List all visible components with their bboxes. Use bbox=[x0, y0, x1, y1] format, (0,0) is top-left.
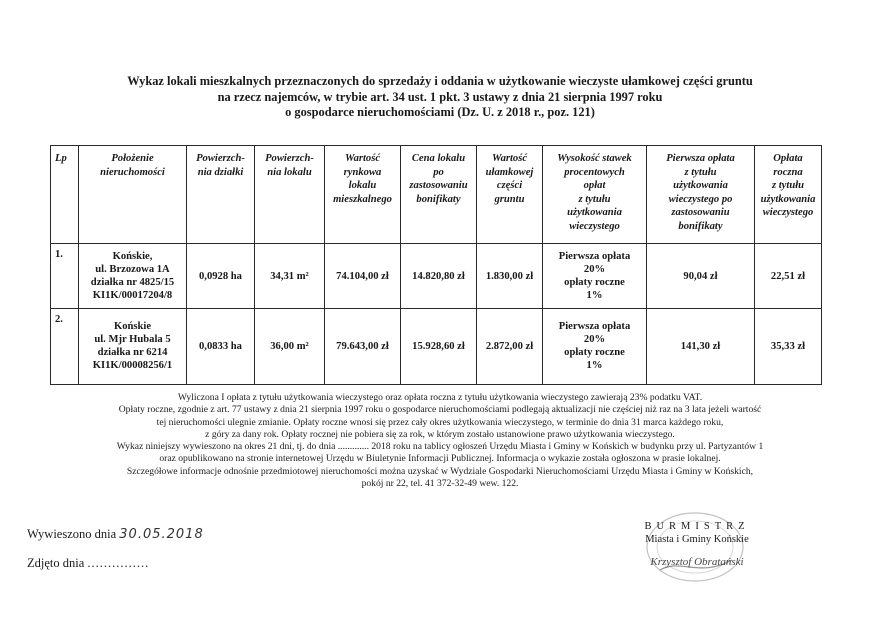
header-text: procentowych bbox=[564, 166, 625, 178]
header-text: Wartość bbox=[344, 153, 381, 164]
cell-location bbox=[79, 308, 187, 384]
note-line: oraz opublikowano na stronie internetowej Urzędu w Biuletynie Informacji Publicznej. Informacja o wykazie została ogłoszona w prasie lokalnej. bbox=[159, 453, 721, 465]
header-text: nieruchomości bbox=[100, 166, 165, 178]
table-row bbox=[51, 244, 822, 308]
cell-rates bbox=[543, 308, 647, 384]
rate-line: Pierwsza opłata bbox=[558, 251, 631, 263]
signature-block bbox=[612, 520, 782, 569]
cell-unit-area: 34,31 m² bbox=[255, 244, 325, 308]
rate-line: opłaty roczne bbox=[564, 347, 625, 359]
location-line: Końskie bbox=[113, 321, 152, 333]
cell-plot-area: 0,0833 ha bbox=[187, 308, 255, 384]
header-text: części bbox=[496, 180, 523, 191]
cell-plot-area: 0,0928 ha bbox=[187, 244, 255, 308]
signature-title: BURMISTRZ bbox=[644, 521, 750, 532]
cell-price: 15.928,60 zł bbox=[401, 308, 477, 384]
rate-line: 1% bbox=[586, 360, 603, 372]
note-line: pokój nr 22, tel. 41 372-32-49 wew. 122. bbox=[361, 478, 519, 490]
removed-label: Zdjęto dnia bbox=[27, 556, 85, 570]
header-text: roczna bbox=[773, 166, 803, 178]
header-lp bbox=[51, 146, 79, 244]
header-text: wieczystego bbox=[569, 220, 620, 232]
cell-lp: 2. bbox=[51, 308, 79, 384]
cell-price: 14.820,80 zł bbox=[401, 244, 477, 308]
header-text: użytkowania bbox=[760, 193, 816, 205]
note-line: z góry za dany rok. Opłaty rocznej nie pobiera się za rok, w którym zostało ustanowione prawo użytkowania wieczystego. bbox=[205, 428, 675, 440]
note-line: tej nieruchomości ulegnie zmianie. Opłaty roczne wnosi się przez cały okres użytkowania wieczystego, w terminie do dnia 31 marca każdego roku, bbox=[156, 416, 724, 428]
note-line: Szczegółowe informacje odnośnie przedmiotowej nieruchomości można uzyskać w Wydziale Gospodarki Nieruchomościami Urzędu Miasta i Gminy w Końskich, bbox=[126, 465, 754, 477]
removed-date-line bbox=[27, 556, 149, 571]
cell-land-value: 1.830,00 zł bbox=[477, 244, 543, 308]
cell-location bbox=[79, 244, 187, 308]
removed-date-blank: ............... bbox=[87, 556, 150, 570]
header-text: Wysokość stawek bbox=[557, 153, 632, 164]
cell-annual-fee: 35,33 zł bbox=[755, 308, 822, 384]
location-line: Końskie, bbox=[112, 251, 153, 263]
cell-unit-area: 36,00 m² bbox=[255, 308, 325, 384]
cell-annual-fee: 22,51 zł bbox=[755, 244, 822, 308]
cell-first-fee: 141,30 zł bbox=[647, 308, 755, 384]
location-line: ul. Brzozowa 1A bbox=[95, 264, 170, 276]
header-text: nia lokalu bbox=[267, 166, 312, 178]
header-text: Wartość bbox=[491, 153, 528, 164]
header-market-value bbox=[325, 146, 401, 244]
posted-date-handwritten: 30.05.2018 bbox=[119, 527, 204, 542]
rate-line: 20% bbox=[583, 334, 606, 346]
cell-land-value: 2.872,00 zł bbox=[477, 308, 543, 384]
title-line-3: o gospodarce nieruchomościami (Dz. U. z 2018 r., poz. 121) bbox=[285, 105, 595, 119]
location-line: KI1K/00017204/8 bbox=[92, 290, 173, 302]
header-text: mieszkalnego bbox=[333, 193, 392, 205]
header-text: zastosowaniu bbox=[409, 180, 468, 191]
notes-section bbox=[40, 392, 840, 490]
header-text: gruntu bbox=[494, 193, 525, 205]
document-title bbox=[40, 74, 840, 121]
location-line: działka nr 6214 bbox=[97, 347, 168, 359]
header-text: lokalu bbox=[348, 180, 377, 191]
header-text: opłat bbox=[583, 180, 606, 191]
location-line: KI1K/00008256/1 bbox=[92, 360, 173, 372]
signature-subtitle: Miasta i Gminy Końskie bbox=[645, 534, 749, 545]
header-unit-area bbox=[255, 146, 325, 244]
table-row bbox=[51, 308, 822, 384]
header-first-fee bbox=[647, 146, 755, 244]
header-text: bonifikaty bbox=[416, 193, 461, 205]
header-text: Opłata bbox=[773, 153, 803, 164]
header-land-value bbox=[477, 146, 543, 244]
header-text: wieczystego po bbox=[668, 193, 733, 205]
rate-line: 1% bbox=[586, 290, 603, 302]
location-line: ul. Mjr Hubala 5 bbox=[94, 334, 171, 346]
table-header-row bbox=[51, 146, 822, 244]
header-text: rynkowa bbox=[343, 166, 382, 178]
signature-name: Krzysztof Obratański bbox=[650, 556, 744, 568]
header-text: zastosowaniu bbox=[671, 207, 730, 218]
header-text: z tytułu bbox=[771, 180, 805, 191]
header-price bbox=[401, 146, 477, 244]
title-line-2: na rzecz najemców, w trybie art. 34 ust. 1 pkt. 3 ustawy z dnia 21 sierpnia 1997 roku bbox=[217, 89, 663, 104]
title-line-1: Wykaz lokali mieszkalnych przeznaczonych do sprzedaży i oddania w użytkowanie wieczyste ułamkowej części gruntu bbox=[127, 74, 753, 88]
header-lp-text: Lp bbox=[55, 153, 67, 164]
cell-first-fee: 90,04 zł bbox=[647, 244, 755, 308]
cell-rates bbox=[543, 244, 647, 308]
location-line: działka nr 4825/15 bbox=[90, 277, 175, 289]
note-line: Wykaz niniejszy wywieszono na okres 21 dni, tj. do dnia ............. 2018 roku na tablicy ogłoszeń Urzędu Miasta i Gminy w Końskich w budynku przy ul. Partyzantów 1 bbox=[116, 441, 764, 453]
header-rates bbox=[543, 146, 647, 244]
header-text: Cena lokalu bbox=[411, 153, 466, 164]
property-table bbox=[50, 145, 822, 385]
note-line: Wyliczona I opłata z tytułu użytkowania wieczystego oraz opłata roczna z tytułu użytkowania wieczystego zawierają 23% podatku VAT. bbox=[177, 392, 703, 403]
rate-line: opłaty roczne bbox=[564, 277, 625, 289]
header-annual-fee bbox=[755, 146, 822, 244]
header-text: ułamkowej bbox=[485, 166, 534, 178]
header-text: Powierzch- bbox=[196, 153, 245, 164]
header-plot-area bbox=[187, 146, 255, 244]
cell-market-value: 74.104,00 zł bbox=[325, 244, 401, 308]
header-text: użytkowania bbox=[567, 207, 622, 218]
cell-lp: 1. bbox=[51, 244, 79, 308]
header-text: Pierwsza opłata bbox=[666, 153, 735, 164]
header-text: z tytułu bbox=[578, 193, 611, 205]
posted-date-line bbox=[27, 527, 204, 542]
header-location bbox=[79, 146, 187, 244]
header-text: z tytułu bbox=[684, 166, 717, 178]
note-line: Opłaty roczne, zgodnie z art. 77 ustawy z dnia 21 sierpnia 1997 roku o gospodarce nieruchomościami podlegają aktualizacji nie częściej niż raz na 3 lata jeżeli wartość bbox=[118, 404, 762, 416]
header-text: użytkowania bbox=[673, 180, 728, 191]
header-text: Położenie bbox=[111, 153, 154, 164]
cell-market-value: 79.643,00 zł bbox=[325, 308, 401, 384]
rate-line: Pierwsza opłata bbox=[558, 321, 631, 333]
header-text: Powierzch- bbox=[265, 153, 314, 164]
header-text: bonifikaty bbox=[678, 220, 723, 232]
header-text: po bbox=[433, 166, 444, 178]
header-text: nia działki bbox=[197, 166, 244, 178]
header-text: wieczystego bbox=[762, 207, 814, 218]
posted-label: Wywieszono dnia bbox=[27, 527, 117, 541]
rate-line: 20% bbox=[583, 264, 606, 276]
